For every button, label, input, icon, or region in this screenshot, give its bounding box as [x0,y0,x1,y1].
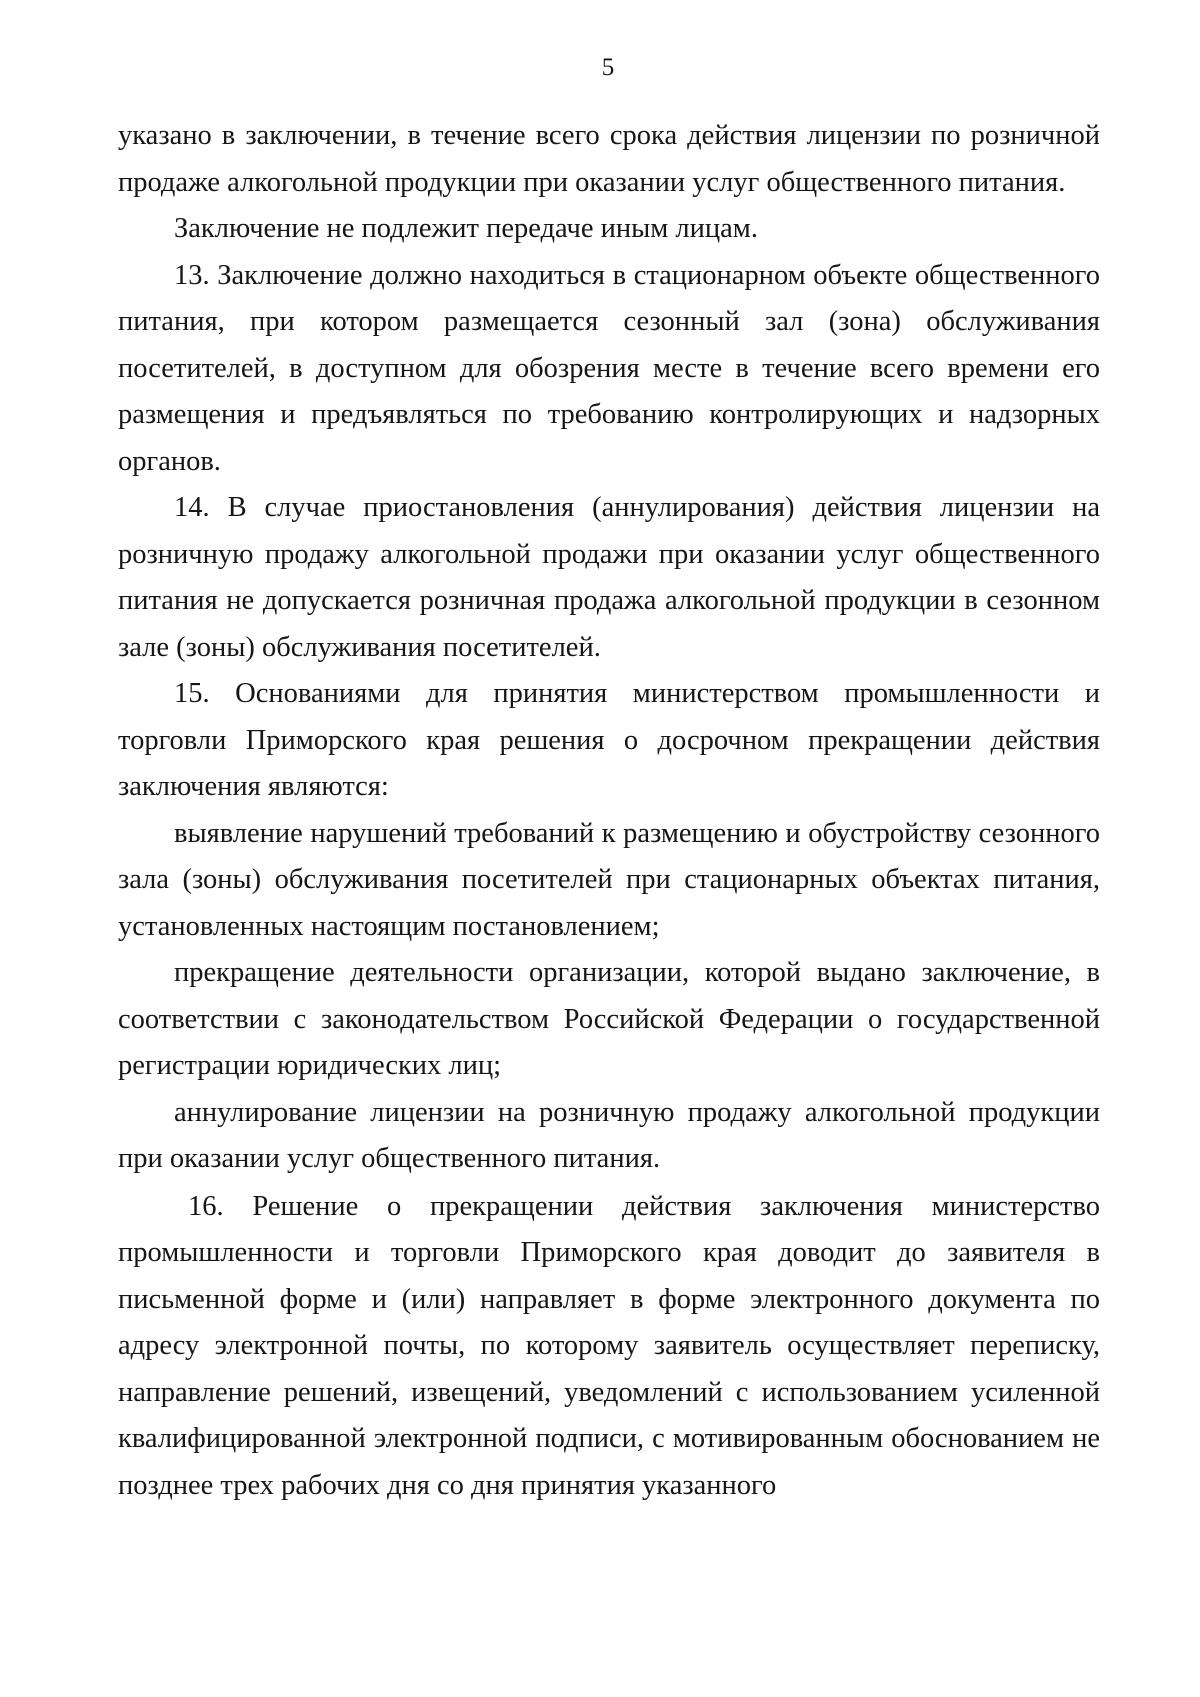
paragraph-13: 13. Заключение должно находиться в стационарном объекте общественного питания, при котором размещается сезонный зал (зона) обслуживания посетителей, в доступном для обозрения месте в течение всего времени его размещения и предъявляться по требованию контролирующих и надзорных органов. [118,259,1100,477]
document-body [118,113,1100,1509]
paragraph-15: 15. Основаниями для принятия министерством промышленности и торговли Приморского края решения о досрочном прекращении действия заключения являются: [118,678,1100,802]
page-number: 5 [601,54,615,81]
list-item-violations: выявление нарушений требований к размещению и обустройству сезонного зала (зоны) обслуживания посетителей при стационарных объектах питания, установленных настоящим постановлением; [118,817,1100,942]
paragraph-continuation: указано в заключении, в течение всего срока действия лицензии по розничной продаже алкогольной продукции при оказании услуг общественного питания. [118,120,1100,198]
list-item-annulment: аннулирование лицензии на розничную продажу алкогольной продукции при оказании услуг общественного питания. [118,1096,1100,1174]
list-item-termination: прекращение деятельности организации, которой выдано заключение, в соответствии с законодательством Российской Федерации о государственной регистрации юридических лиц; [118,957,1100,1081]
paragraph-14: 14. В случае приостановления (аннулирования) действия лицензии на розничную продажу алкогольной продажи при оказании услуг общественного питания не допускается розничная продажа алкогольной продукции в сезонном зале (зоны) обслуживания посетителей. [118,492,1100,663]
paragraph-no-transfer: Заключение не подлежит передаче иным лицам. [174,213,758,244]
paragraph-16: 16. Решение о прекращении действия заключения министерство промышленности и торговли Приморского края доводит до заявителя в письменной форме и (или) направляет в форме электронного документа по адресу электронной почты, по которому заявитель осуществляет переписку, направление решений, извещений, уведомлений с использованием усиленной квалифицированной электронной подписи, с мотивированным обоснованием не позднее трех рабочих дня со дня принятия указанного [118,1190,1100,1501]
